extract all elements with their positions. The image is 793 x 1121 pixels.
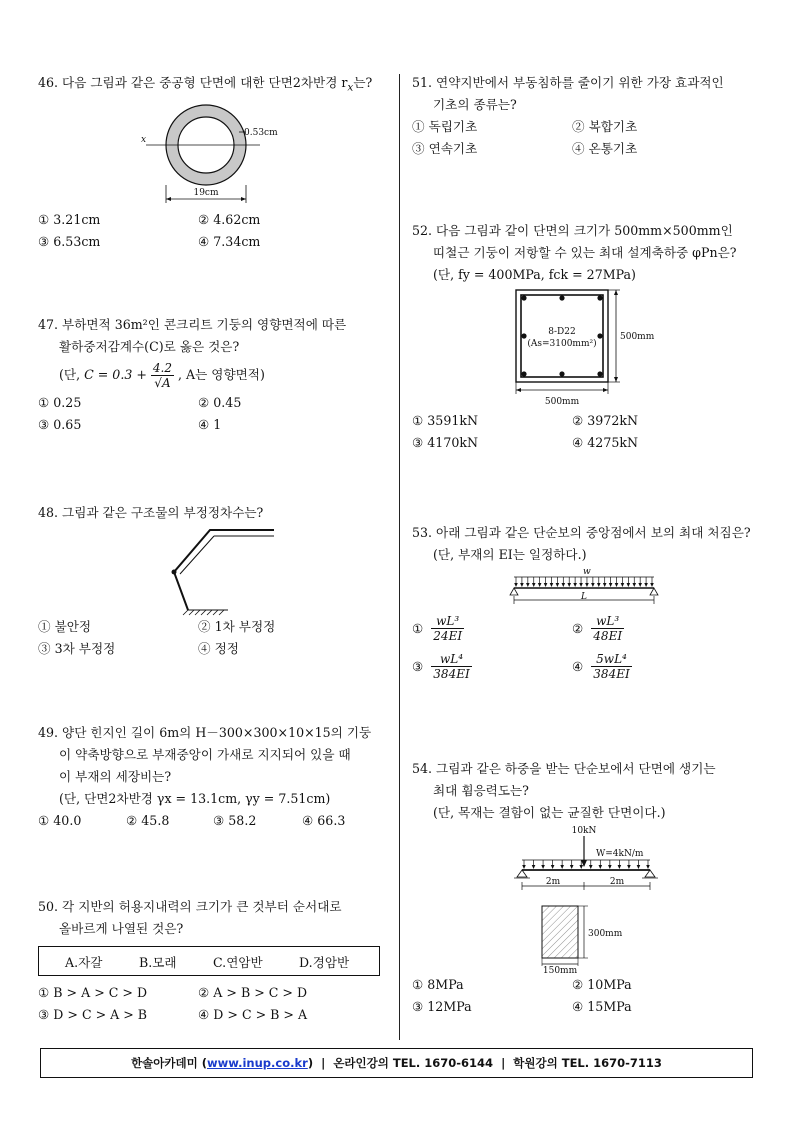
q53-figure xyxy=(412,566,762,610)
question-54 xyxy=(412,758,762,1018)
q52-options-row2 xyxy=(412,432,762,454)
q48-option-1[interactable]: ① 불안정 xyxy=(38,619,92,634)
q48-options-row1 xyxy=(38,616,388,638)
q52-option-1[interactable]: ① 3591kN xyxy=(412,413,478,428)
load-arrow-head xyxy=(609,583,613,587)
q46-stem: 46. 다음 그림과 같은 중공형 단면에 대한 단면2차반경 r xyxy=(38,75,348,90)
load-arrow-head xyxy=(573,583,577,587)
q51-option-3[interactable]: ③ 연속기초 xyxy=(412,141,478,156)
q51-stem-line1: 51. 연약지반에서 부동침하를 줄이기 위한 가장 효과적인 xyxy=(412,75,724,90)
q54-height-label: 300mm xyxy=(588,929,623,939)
load-arrow-head xyxy=(618,865,622,869)
q50-box-item-c: C.연암반 xyxy=(213,955,263,970)
load-arrow-head xyxy=(638,583,642,587)
q54-point-load-label: 10kN xyxy=(571,826,597,836)
q49-option-4[interactable]: ④ 66.3 xyxy=(302,813,346,828)
question-48 xyxy=(38,502,388,660)
hollow-section-diagram xyxy=(38,99,388,209)
load-arrow-head xyxy=(514,583,518,587)
q53-load-arrows xyxy=(514,577,654,587)
tied-column-section-diagram xyxy=(412,286,762,410)
q50-box-item-b: B.모래 xyxy=(139,955,177,970)
q47-option-2[interactable]: ② 0.45 xyxy=(198,395,242,410)
load-arrow-head xyxy=(644,583,648,587)
q53-load-label: w xyxy=(583,567,591,577)
q52-bar-label: 8-D22 xyxy=(548,327,576,337)
q54-span-right-label: 2m xyxy=(609,877,625,887)
q49-option-3[interactable]: ③ 58.2 xyxy=(213,813,257,828)
q47-stem-line1: 47. 부하면적 36m²인 콘크리트 기둥의 영향면적에 따른 xyxy=(38,317,347,332)
load-arrow-head xyxy=(532,583,536,587)
load-arrow-head xyxy=(632,583,636,587)
q48-options-row2 xyxy=(38,638,388,660)
load-arrow-head xyxy=(579,583,583,587)
q49-condition: (단, 단면2차반경 γx = 13.1cm, γy = 7.51cm) xyxy=(59,791,331,806)
q47-options-row2 xyxy=(38,414,388,436)
q46-figure xyxy=(38,99,388,209)
load-arrow-head xyxy=(550,583,554,587)
question-52 xyxy=(412,220,762,454)
q50-option-2[interactable]: ② A > B > C > D xyxy=(198,985,308,1000)
q50-box-item-a: A.자갈 xyxy=(65,955,103,970)
question-49 xyxy=(38,722,388,832)
q47-formula-fraction: $\frac{4.2}{√A}$ xyxy=(152,361,172,390)
q46-options-row2 xyxy=(38,231,388,253)
q49-stem-line2: 이 약축방향으로 부재중앙이 가새로 지지되어 있을 때 xyxy=(59,747,351,762)
q54-dist-load-label: W=4kN/m xyxy=(596,849,644,859)
load-arrow-head xyxy=(608,865,612,869)
q52-option-3[interactable]: ③ 4170kN xyxy=(412,435,478,450)
q53-option-3[interactable]: ③ $\frac{\text{wL⁴}}{384EI}$ xyxy=(412,652,470,681)
load-arrow-head xyxy=(526,583,530,587)
load-arrow-head xyxy=(522,865,526,869)
question-50 xyxy=(38,896,388,1026)
q50-option-4[interactable]: ④ D > C > B > A xyxy=(198,1007,308,1022)
q53-options-row1 xyxy=(412,610,762,650)
load-arrow-head xyxy=(585,583,589,587)
load-arrow-head xyxy=(560,865,564,869)
q52-option-2[interactable]: ② 3972kN xyxy=(572,413,638,428)
q47-option-3[interactable]: ③ 0.65 xyxy=(38,417,82,432)
q52-area-label: (As=3100mm²) xyxy=(527,339,597,349)
simple-beam-load-diagram xyxy=(412,824,762,974)
load-arrow-head xyxy=(562,583,566,587)
q47-formula-suffix: , A는 영향면적) xyxy=(178,367,265,382)
q47-stem-line2: 활하중저감계수(C)로 옳은 것은? xyxy=(59,339,240,354)
load-arrow-head xyxy=(603,583,607,587)
q54-options-row1 xyxy=(412,974,762,996)
q53-option-2[interactable]: ② $\frac{\text{wL³}}{48EI}$ xyxy=(572,614,623,643)
load-arrow-head xyxy=(520,583,524,587)
question-53 xyxy=(412,522,762,690)
footer-separator: | xyxy=(501,1056,506,1070)
q53-condition: (단, 부재의 EI는 일정하다.) xyxy=(433,547,587,562)
q54-condition: (단, 목재는 결함이 없는 균질한 단면이다.) xyxy=(433,805,666,820)
load-arrow-head xyxy=(544,583,548,587)
q46-option-1[interactable]: ① 3.21cm xyxy=(38,211,101,227)
q54-option-3[interactable]: ③ 12MPa xyxy=(412,999,472,1014)
q49-option-2[interactable]: ② 45.8 xyxy=(126,813,170,828)
question-47 xyxy=(38,314,388,436)
q48-option-4[interactable]: ④ 정정 xyxy=(198,641,239,656)
load-arrow-head xyxy=(567,583,571,587)
q46-diameter-label: 19cm xyxy=(193,187,219,198)
q54-option-1[interactable]: ① 8MPa xyxy=(412,977,464,992)
q47-condition: (단, C = 0.3 + $\frac{4.2}{√A}$ , A는 영향면적) xyxy=(59,361,265,390)
load-arrow-head xyxy=(579,865,583,869)
q46-axis-label: x xyxy=(141,134,147,145)
q50-options-row1 xyxy=(38,982,388,1004)
q54-span-left-label: 2m xyxy=(545,877,561,887)
q46-option-2[interactable]: ② 4.62cm xyxy=(198,211,261,227)
q47-option-4[interactable]: ④ 1 xyxy=(198,417,222,432)
uniform-load-beam-diagram xyxy=(412,566,762,610)
q46-options-row1 xyxy=(38,209,388,231)
load-arrow-head xyxy=(570,865,574,869)
question-51 xyxy=(412,72,762,160)
load-arrow-head xyxy=(627,865,631,869)
load-arrow-head xyxy=(646,865,650,869)
footer-academy: 한솔아카데미 ( xyxy=(131,1056,207,1070)
q52-figure xyxy=(412,286,762,410)
q48-option-3[interactable]: ③ 3차 부정정 xyxy=(38,641,116,656)
q53-span-label: L xyxy=(581,592,587,602)
q52-width-label: 500mm xyxy=(544,397,580,407)
q53-options-row2 xyxy=(412,650,762,690)
q46-stem-end: 는? xyxy=(353,75,373,90)
load-arrow-head xyxy=(650,583,654,587)
footer-separator: | xyxy=(321,1056,326,1070)
q53-option-1[interactable]: ① $\frac{\text{wL³}}{24EI}$ xyxy=(412,614,463,643)
footer-offline-phone: 학원강의 TEL. 1670-7113 xyxy=(513,1056,662,1070)
q48-figure xyxy=(38,524,388,616)
q50-option-1[interactable]: ① B > A > C > D xyxy=(38,985,148,1000)
q52-height-label: 500mm xyxy=(620,332,655,342)
q48-stem: 48. 그림과 같은 구조물의 부정정차수는? xyxy=(38,505,264,520)
q51-option-4[interactable]: ④ 온통기초 xyxy=(572,141,638,156)
q52-stem-line2: 띠철근 기둥이 저항할 수 있는 최대 설계축하중 φPn은? xyxy=(433,245,737,260)
load-arrow-head xyxy=(532,865,536,869)
load-arrow-head xyxy=(599,865,603,869)
load-arrow-head xyxy=(597,583,601,587)
q51-stem-line2: 기초의 종류는? xyxy=(433,97,517,112)
q47-option-1[interactable]: ① 0.25 xyxy=(38,395,82,410)
load-arrow-head xyxy=(556,583,560,587)
q49-option-1[interactable]: ① 40.0 xyxy=(38,813,82,828)
q51-options-row2 xyxy=(412,138,762,160)
column-divider xyxy=(399,74,400,1040)
q46-thickness-label: 0.53cm xyxy=(244,127,278,138)
q50-box-item-d: D.경암반 xyxy=(299,955,350,970)
q54-width-label: 150mm xyxy=(542,966,578,974)
footer-online-phone: 온라인강의 TEL. 1670-6144 xyxy=(333,1056,494,1070)
q54-stem-line2: 최대 휨응력도는? xyxy=(433,783,529,798)
q50-stem-line2: 올바르게 나열된 것은? xyxy=(59,921,184,936)
q50-stem-line1: 50. 각 지반의 허용지내력의 크기가 큰 것부터 순서대로 xyxy=(38,899,342,914)
q51-option-1[interactable]: ① 독립기초 xyxy=(412,119,478,134)
q54-figure xyxy=(412,824,762,974)
q50-options-row2 xyxy=(38,1004,388,1026)
load-arrow-head xyxy=(551,865,555,869)
q53-option-4[interactable]: ④ $\frac{\text{5wL⁴}}{384EI}$ xyxy=(572,652,630,681)
load-arrow-head xyxy=(621,583,625,587)
q52-options-row1 xyxy=(412,410,762,432)
question-46 xyxy=(38,72,388,253)
q54-stem-line1: 54. 그림과 같은 하중을 받는 단순보에서 단면에 생기는 xyxy=(412,761,716,776)
q49-stem-line1: 49. 양단 힌지인 길이 6m의 H－300×300×10×15의 기둥 xyxy=(38,725,372,740)
q53-stem: 53. 아래 그림과 같은 단순보의 중앙점에서 보의 최대 처짐은? xyxy=(412,525,751,540)
q54-option-2[interactable]: ② 10MPa xyxy=(572,977,632,992)
q46-option-4[interactable]: ④ 7.34cm xyxy=(198,233,261,249)
q49-stem-line3: 이 부재의 세장비는? xyxy=(59,769,172,784)
load-arrow-head xyxy=(637,865,641,869)
q46-stem-sub: x xyxy=(347,81,354,94)
q52-option-4[interactable]: ④ 4275kN xyxy=(572,435,638,450)
load-arrow-head xyxy=(591,583,595,587)
load-arrow-head xyxy=(627,583,631,587)
q54-option-4[interactable]: ④ 15MPa xyxy=(572,999,632,1014)
q47-options-row1 xyxy=(38,392,388,414)
q54-options-row2 xyxy=(412,996,762,1018)
load-arrow-head xyxy=(541,865,545,869)
q52-condition: (단, fy = 400MPa, fck = 27MPa) xyxy=(433,267,636,282)
load-arrow-head xyxy=(589,865,593,869)
footer-url-link[interactable]: www.inup.co.kr xyxy=(206,1056,308,1070)
q46-option-3[interactable]: ③ 6.53cm xyxy=(38,233,101,249)
q52-stem-line1: 52. 다음 그림과 같이 단면의 크기가 500mm×500mm인 xyxy=(412,223,733,238)
q50-choice-box xyxy=(38,946,380,976)
frame-structure-diagram xyxy=(38,524,388,616)
load-arrow-head xyxy=(615,583,619,587)
page-footer: 한솔아카데미 (www.inup.co.kr) | 온라인강의 TEL. 1670-6144 | 학원강의 TEL. 1670-7113 xyxy=(40,1048,753,1078)
q51-options-row1 xyxy=(412,116,762,138)
q48-option-2[interactable]: ② 1차 부정정 xyxy=(198,619,276,634)
q50-option-3[interactable]: ③ D > C > A > B xyxy=(38,1007,148,1022)
load-arrow-head xyxy=(538,583,542,587)
q49-options xyxy=(38,810,388,832)
q51-option-2[interactable]: ② 복합기초 xyxy=(572,119,638,134)
q47-formula-left: C = 0.3 + xyxy=(84,367,147,382)
